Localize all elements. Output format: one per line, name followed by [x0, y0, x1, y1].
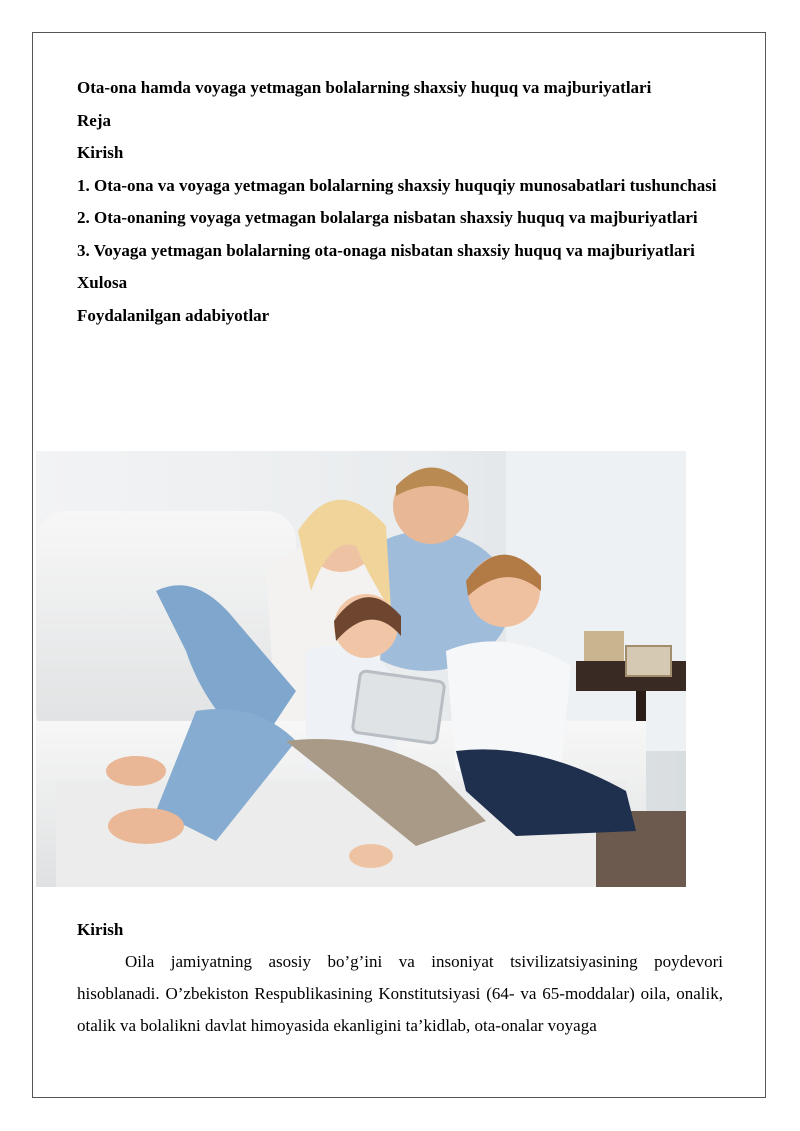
document-title: Ota-ona hamda voyaga yetmagan bolalarning shaxsiy huquq va majburiyatlari	[77, 78, 652, 97]
plan-item-1: 1. Ota-ona va voyaga yetmagan bolalarning shaxsiy huquqiy munosabatlari tushunchasi	[77, 175, 717, 195]
intro-paragraph: Oila jamiyatning asosiy bo’g’ini va insoniyat tsivilizatsiyasining poydevori hisoblanadi. O’zbekiston Respublikasining Konstitutsiyasi (64- va 65-moddalar) oila, onalik, otalik va bolalikni davlat himoyasida ekanligini ta’kidlab, ota-onalar voyaga	[77, 952, 723, 1036]
plan-heading: Reja	[77, 110, 111, 130]
document-header	[77, 72, 723, 332]
plan-item-2: 2. Ota-onaning voyaga yetmagan bolalarga nisbatan shaxsiy huquq va majburiyatlari	[77, 208, 698, 227]
plan-item-3: 3. Voyaga yetmagan bolalarning ota-onaga nisbatan shaxsiy huquq va majburiyatlari	[77, 240, 695, 260]
family-photo	[36, 451, 686, 887]
intro-section	[77, 914, 723, 1043]
intro-heading: Kirish	[77, 920, 124, 939]
plan-item-intro: Kirish	[77, 143, 124, 162]
plan-item-references: Foydalanilgan adabiyotlar	[77, 305, 270, 325]
plan-item-conclusion: Xulosa	[77, 273, 128, 292]
